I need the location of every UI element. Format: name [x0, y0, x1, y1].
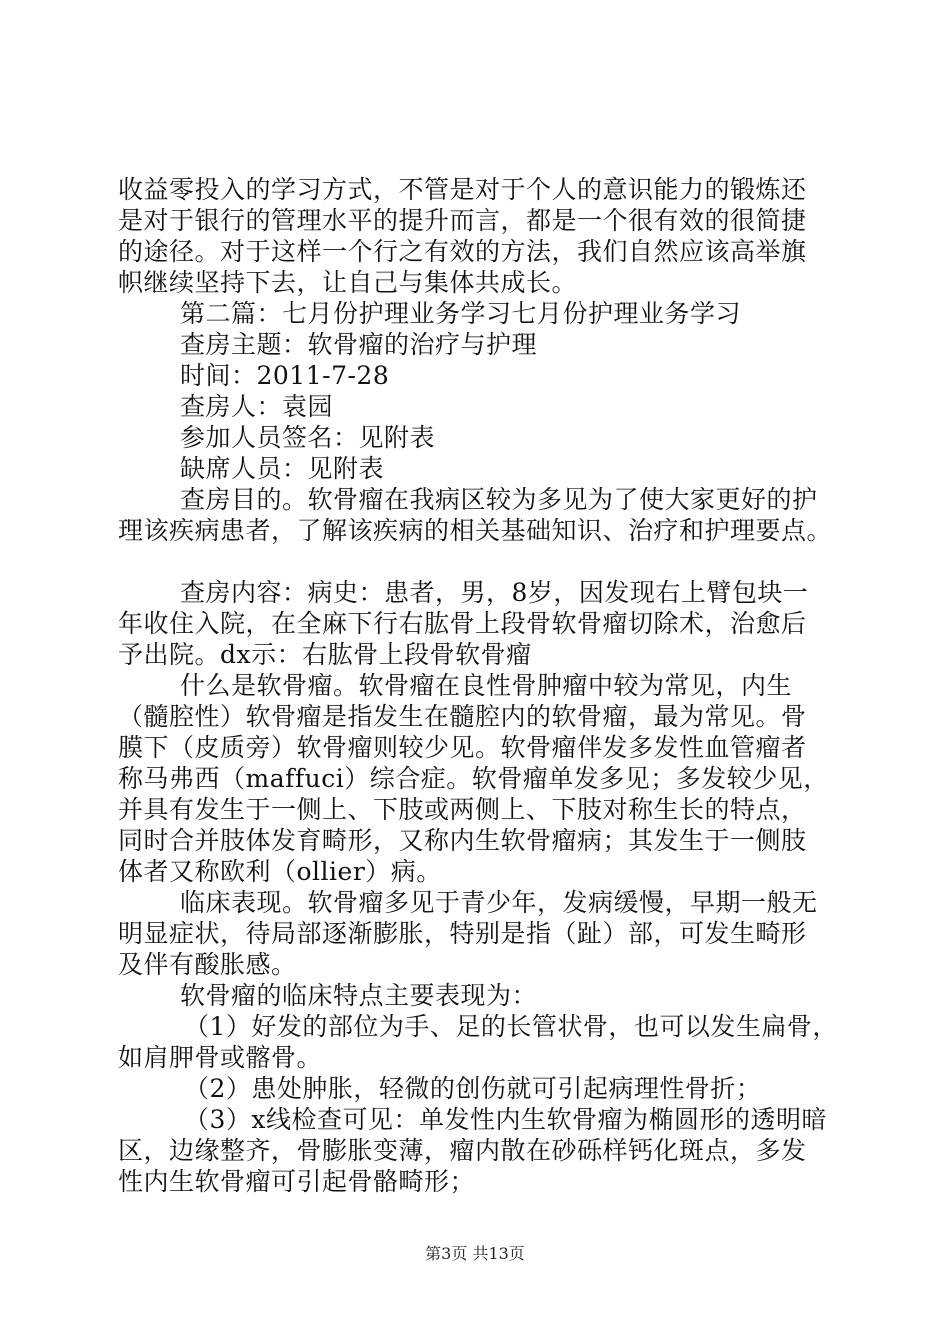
text-line: 同时合并肢体发育畸形，又称内生软骨瘤病；其发生于一侧肢	[118, 826, 807, 855]
text-line: 临床表现。软骨瘤多见于青少年，发病缓慢，早期一般无	[180, 888, 818, 917]
text-line: 帜继续坚持下去，让自己与集体共成长。	[118, 268, 578, 297]
text-line: 查房目的。软骨瘤在我病区较为多见为了使大家更好的护	[180, 485, 818, 514]
text-line: 区，边缘整齐，骨膨胀变薄，瘤内散在砂砾样钙化斑点，多发	[118, 1136, 807, 1165]
text-line: 参加人员签名：见附表	[180, 423, 436, 452]
text-line: 什么是软骨瘤。软骨瘤在良性骨肿瘤中较为常见，内生	[180, 671, 793, 700]
text-line: 查房人：袁园	[180, 392, 334, 421]
text-line: 收益零投入的学习方式，不管是对于个人的意识能力的锻炼还	[118, 175, 807, 204]
text-line: （髓腔性）软骨瘤是指发生在髓腔内的软骨瘤，最为常见。骨	[118, 702, 807, 731]
blank-line	[118, 546, 858, 577]
text-line: 查房主题：软骨瘤的治疗与护理	[180, 330, 538, 359]
text-line: 软骨瘤的临床特点主要表现为：	[180, 981, 538, 1010]
text-line: 年收住入院，在全麻下行右肱骨上段骨软骨瘤切除术，治愈后	[118, 609, 807, 638]
text-line: 称马弗西（maffuci）综合症。软骨瘤单发多见；多发较少见，	[118, 764, 829, 793]
text-line: 是对于银行的管理水平的提升而言，都是一个很有效的很简捷	[118, 206, 807, 235]
document-body	[118, 174, 858, 1197]
section-heading: 第二篇：七月份护理业务学习七月份护理业务学习	[180, 299, 742, 328]
text-line: 缺席人员：见附表	[180, 454, 385, 483]
text-line: 予出院。dx示：右肱骨上段骨软骨瘤	[118, 640, 532, 669]
text-line: 体者又称欧利（ollier）病。	[118, 857, 442, 886]
text-line: 如肩胛骨或髂骨。	[118, 1043, 323, 1072]
page-number-footer: 第3页 共13页	[425, 1244, 525, 1263]
text-line: 膜下（皮质旁）软骨瘤则较少见。软骨瘤伴发多发性血管瘤者	[118, 733, 807, 762]
list-item: （3）x线检查可见：单发性内生软骨瘤为椭圆形的透明暗	[184, 1105, 828, 1134]
list-item: （2）患处肿胀，轻微的创伤就可引起病理性骨折；	[184, 1074, 762, 1103]
text-line: 及伴有酸胀感。	[118, 950, 297, 979]
text-line: 并具有发生于一侧上、下肢或两侧上、下肢对称生长的特点，	[118, 795, 807, 824]
list-item: （1）好发的部位为手、足的长管状骨，也可以发生扁骨，	[184, 1012, 838, 1041]
text-line: 查房内容：病史：患者，男，8岁，因发现右上臂包块一	[180, 578, 809, 607]
text-line: 明显症状，待局部逐渐膨胀，特别是指（趾）部，可发生畸形	[118, 919, 807, 948]
text-line: 时间：2011-7-28	[180, 361, 390, 390]
text-line: 性内生软骨瘤可引起骨骼畸形；	[118, 1167, 476, 1196]
text-line: 的途径。对于这样一个行之有效的方法，我们自然应该高举旗	[118, 237, 807, 266]
text-line: 理该疾病患者，了解该疾病的相关基础知识、治疗和护理要点。	[118, 516, 833, 545]
